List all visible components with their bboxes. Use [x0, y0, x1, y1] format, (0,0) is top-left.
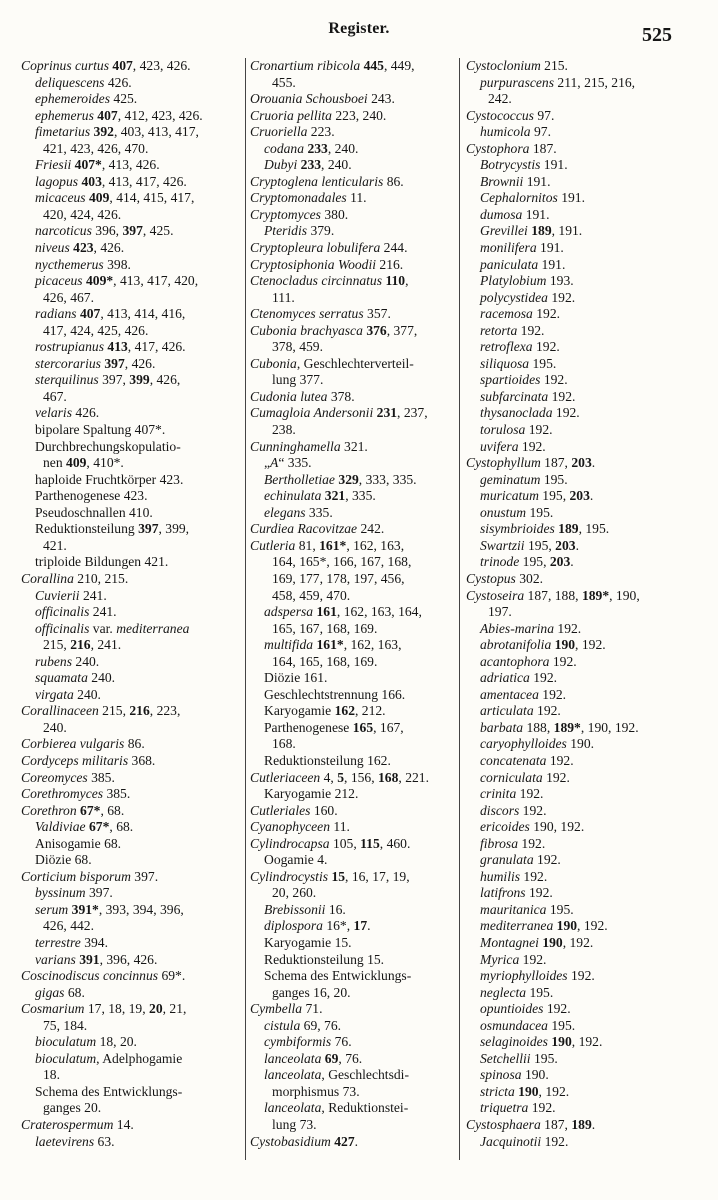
index-entry: Craterospermum 14.: [21, 1117, 134, 1132]
index-entry: codana 233, 240.: [264, 140, 359, 156]
index-entry: fibrosa 192.: [480, 835, 546, 851]
index-entry: corniculata 192.: [480, 769, 570, 785]
index-entry: geminatum 195.: [480, 471, 568, 487]
index-entry: adriatica 192.: [480, 670, 558, 686]
index-entry: narcoticus 396, 397, 425.: [35, 223, 174, 239]
index-entry: Corallinaceen 215, 216, 223,: [21, 703, 181, 719]
index-entry: racemosa 192.: [480, 306, 561, 322]
index-entry: 242.: [488, 91, 512, 107]
index-entry: 75, 184.: [43, 1017, 88, 1033]
index-entry: onustum 195.: [480, 504, 554, 520]
index-entry: Cryptoglena lenticularis 86.: [250, 173, 404, 189]
index-entry: barbata 188, 189*, 190, 192.: [480, 719, 639, 735]
index-entry: radians 407, 413, 414, 416,: [35, 306, 186, 322]
index-entry: thysanoclada 192.: [480, 405, 580, 421]
index-entry: uvifera 192.: [480, 438, 546, 454]
index-entry: paniculata 191.: [480, 256, 566, 272]
index-entry: Reduktionsteilung 15.: [264, 951, 385, 967]
index-entry: Friesii 407*, 413, 426.: [35, 157, 160, 173]
index-entry: Reduktionsteilung 397, 399,: [35, 521, 190, 537]
index-entry: discors 192.: [480, 802, 547, 818]
index-entry: Jacquinotii 192.: [480, 1133, 569, 1149]
index-entry: Karyogamie 15.: [264, 934, 352, 950]
index-entry: granulata 192.: [480, 852, 561, 868]
index-entry: siliquosa 195.: [480, 355, 557, 371]
index-entry: multifida 161*, 162, 163,: [264, 637, 402, 653]
index-entry: bioculatum, Adelphogamie: [35, 1050, 183, 1066]
index-entry: Coreomyces 385.: [21, 769, 115, 785]
index-entry: Cruoriella 223.: [250, 124, 335, 140]
index-entry: 417, 424, 425, 426.: [43, 322, 149, 338]
index-entry: Swartzii 195, 203.: [480, 537, 579, 553]
index-entry: byssinum 397.: [35, 885, 113, 901]
index-entry: Cystopus 302.: [466, 570, 544, 586]
index-entry: Cystobasidium 427.: [250, 1133, 359, 1149]
index-entry: Cubonia brachyasca 376, 377,: [250, 322, 418, 338]
index-entry: 240.: [43, 719, 67, 735]
index-entry: 197.: [488, 604, 512, 620]
index-entry: adspersa 161, 162, 163, 164,: [264, 604, 422, 620]
index-entry: Corallina 210, 215.: [21, 570, 129, 586]
index-entry: Bertholletiae 329, 333, 335.: [264, 471, 417, 487]
index-entry: rubens 240.: [35, 653, 100, 669]
index-entry: deliquescens 426.: [35, 74, 132, 90]
index-entry: Grevillei 189, 191.: [480, 223, 583, 239]
index-entry: Parthenogenese 165, 167,: [264, 719, 404, 735]
index-entry: dumosa 191.: [480, 206, 550, 222]
index-entry: Abies-marina 192.: [480, 620, 582, 636]
index-entry: ericoides 190, 192.: [480, 819, 585, 835]
index-entry: Cosmarium 17, 18, 19, 20, 21,: [21, 1001, 187, 1017]
index-entry: humilis 192.: [480, 868, 548, 884]
index-entry: 426, 467.: [43, 289, 94, 305]
index-entry: officinalis var. mediterranea: [35, 620, 190, 636]
index-entry: ephemeroides 425.: [35, 91, 138, 107]
index-entry: retroflexa 192.: [480, 339, 560, 355]
index-entry: Valdiviae 67*, 68.: [35, 819, 134, 835]
index-entry: Coscinodiscus concinnus 69*.: [21, 968, 186, 984]
index-entry: 455.: [272, 74, 296, 90]
index-entry: sterquilinus 397, 399, 426,: [35, 372, 181, 388]
index-entry: 238.: [272, 422, 296, 438]
index-entry: morphismus 73.: [272, 1083, 360, 1099]
index-entry: Pteridis 379.: [264, 223, 335, 239]
index-entry: Geschlechtstrennung 166.: [264, 686, 406, 702]
index-entry: velaris 426.: [35, 405, 100, 421]
index-entry: Cuvierii 241.: [35, 587, 107, 603]
index-entry: Cordyceps militaris 368.: [21, 752, 156, 768]
index-entry: 378, 459.: [272, 339, 323, 355]
index-entry: serum 391*, 393, 394, 396,: [35, 901, 184, 917]
index-entry: humicola 97.: [480, 124, 551, 140]
index-entry: Oogamie 4.: [264, 852, 328, 868]
index-entry: 421.: [43, 537, 67, 553]
index-entry: 458, 459, 470.: [272, 587, 351, 603]
index-entry: stricta 190, 192.: [480, 1083, 570, 1099]
index-entry: Cryptopleura lobulifera 244.: [250, 240, 408, 256]
index-entry: Ctenomyces serratus 357.: [250, 306, 391, 322]
index-entry: lagopus 403, 413, 417, 426.: [35, 173, 187, 189]
index-entry: Cystophyllum 187, 203.: [466, 455, 596, 471]
index-entry: Cystococcus 97.: [466, 107, 555, 123]
index-entry: Cunninghamella 321.: [250, 438, 368, 454]
index-entry: spartioides 192.: [480, 372, 568, 388]
index-column-1: [21, 58, 235, 1160]
index-entry: varians 391, 396, 426.: [35, 951, 158, 967]
index-entry: Cubonia, Geschlechterverteil-: [250, 355, 414, 371]
index-entry: Cystosphaera 187, 189.: [466, 1117, 596, 1132]
index-entry: terrestre 394.: [35, 934, 108, 950]
index-entry: 111.: [272, 289, 295, 305]
index-entry: Platylobium 193.: [480, 273, 574, 289]
index-entry: Pseudoschnallen 410.: [35, 504, 153, 520]
index-entry: 164, 165, 168, 169.: [272, 653, 378, 669]
page-header: [0, 20, 718, 46]
index-entry: lanceolata, Geschlechtsdi-: [264, 1067, 409, 1083]
index-entry: monilifera 191.: [480, 240, 564, 256]
index-entry: 421, 423, 426, 470.: [43, 140, 149, 156]
index-entry: Cutleriaceen 4, 5, 156, 168, 221.: [250, 769, 429, 785]
index-column-3: [459, 58, 682, 1160]
index-entry: Cyanophyceen 11.: [250, 819, 350, 835]
index-entry: 164, 165*, 166, 167, 168,: [272, 554, 412, 570]
index-column-2: [245, 58, 458, 1160]
index-entry: Cephalornitos 191.: [480, 190, 585, 206]
index-entry: ganges 20.: [43, 1100, 102, 1116]
index-entry: Cystoclonium 215.: [466, 58, 568, 73]
index-entry: elegans 335.: [264, 504, 333, 520]
index-entry: Cudonia lutea 378.: [250, 388, 355, 404]
index-entry: „A“ 335.: [264, 455, 312, 471]
index-entry: triquetra 192.: [480, 1100, 556, 1116]
index-entry: trinode 195, 203.: [480, 554, 574, 570]
index-entry: 20, 260.: [272, 885, 317, 901]
index-entry: Cutleriales 160.: [250, 802, 338, 818]
index-entry: lanceolata 69, 76.: [264, 1050, 363, 1066]
index-entry: Orouania Schousboei 243.: [250, 91, 395, 107]
index-entry: ephemerus 407, 412, 423, 426.: [35, 107, 203, 123]
index-entry: echinulata 321, 335.: [264, 488, 376, 504]
index-entry: torulosa 192.: [480, 422, 553, 438]
index-entry: niveus 423, 426.: [35, 240, 125, 256]
index-entry: bipolare Spaltung 407*.: [35, 422, 166, 438]
index-entry: muricatum 195, 203.: [480, 488, 594, 504]
index-entry: 420, 424, 426.: [43, 206, 122, 222]
index-entry: subfarcinata 192.: [480, 388, 576, 404]
index-entry: triploide Bildungen 421.: [35, 554, 169, 570]
index-entry: myriophylloides 192.: [480, 968, 595, 984]
index-entry: Coprinus curtus 407, 423, 426.: [21, 58, 191, 73]
index-entry: micaceus 409, 414, 415, 417,: [35, 190, 195, 206]
index-entry: Corticium bisporum 397.: [21, 868, 159, 884]
index-entry: Schema des Entwicklungs-: [35, 1083, 183, 1099]
index-entry: 467.: [43, 388, 67, 404]
index-entry: latifrons 192.: [480, 885, 553, 901]
index-entry: Cystophora 187.: [466, 140, 557, 156]
index-entry: Schema des Entwicklungs-: [264, 968, 412, 984]
index-entry: crinita 192.: [480, 786, 544, 802]
index-entry: 168.: [272, 736, 296, 752]
index-entry: Cystoseira 187, 188, 189*, 190,: [466, 587, 640, 603]
index-entry: Karyogamie 162, 212.: [264, 703, 386, 719]
index-entry: osmundacea 195.: [480, 1017, 576, 1033]
index-entry: 165, 167, 168, 169.: [272, 620, 378, 636]
index-entry: Cryptosiphonia Woodii 216.: [250, 256, 404, 272]
index-entry: Brebissonii 16.: [264, 901, 346, 917]
index-entry: diplospora 16*, 17.: [264, 918, 371, 934]
index-entry: Cryptomyces 380.: [250, 206, 349, 222]
index-entry: Curdiea Racovitzae 242.: [250, 521, 385, 537]
page-number: 525: [642, 24, 672, 46]
index-entry: Cutleria 81, 161*, 162, 163,: [250, 537, 405, 553]
index-entry: lanceolata, Reduktionstei-: [264, 1100, 409, 1116]
index-entry: lung 73.: [272, 1117, 317, 1132]
index-entry: rostrupianus 413, 417, 426.: [35, 339, 186, 355]
index-entry: Parthenogenese 423.: [35, 488, 148, 504]
index-entry: gigas 68.: [35, 984, 85, 1000]
index-entry: squamata 240.: [35, 670, 116, 686]
running-title: Register.: [328, 20, 390, 37]
index-entry: Corethromyces 385.: [21, 786, 131, 802]
index-entry: picaceus 409*, 413, 417, 420,: [35, 273, 199, 289]
index-entry: opuntioides 192.: [480, 1001, 571, 1017]
index-entry: Cronartium ribicola 445, 449,: [250, 58, 415, 73]
index-entry: concatenata 192.: [480, 752, 574, 768]
index-entry: nycthemerus 398.: [35, 256, 131, 272]
index-entry: articulata 192.: [480, 703, 561, 719]
index-entry: cistula 69, 76.: [264, 1017, 342, 1033]
index-entry: caryophylloides 190.: [480, 736, 595, 752]
index-entry: stercorarius 397, 426.: [35, 355, 156, 371]
index-entry: Diözie 161.: [264, 670, 328, 686]
index-entry: Cruoria pellita 223, 240.: [250, 107, 387, 123]
index-entry: selaginoides 190, 192.: [480, 1034, 603, 1050]
index-entry: Corbierea vulgaris 86.: [21, 736, 145, 752]
index-entry: Corethron 67*, 68.: [21, 802, 125, 818]
index-entry: Myrica 192.: [480, 951, 547, 967]
index-entry: officinalis 241.: [35, 604, 117, 620]
index-entry: 215, 216, 241.: [43, 637, 122, 653]
index-entry: nen 409, 410*.: [43, 455, 124, 471]
index-entry: laetevirens 63.: [35, 1133, 115, 1149]
index-entry: abrotanifolia 190, 192.: [480, 637, 606, 653]
index-entry: polycystidea 192.: [480, 289, 576, 305]
index-entry: amentacea 192.: [480, 686, 567, 702]
index-entry: cymbiformis 76.: [264, 1034, 352, 1050]
index-entry: Ctenocladus circinnatus 110,: [250, 273, 409, 289]
index-entry: bioculatum 18, 20.: [35, 1034, 137, 1050]
index-entry: mediterranea 190, 192.: [480, 918, 608, 934]
index-entry: Karyogamie 212.: [264, 786, 359, 802]
index-entry: lung 377.: [272, 372, 324, 388]
index-entry: Botrycystis 191.: [480, 157, 568, 173]
index-entry: haploide Fruchtkörper 423.: [35, 471, 184, 487]
index-entry: retorta 192.: [480, 322, 545, 338]
index-entry: spinosa 190.: [480, 1067, 549, 1083]
index-entry: Cylindrocapsa 105, 115, 460.: [250, 835, 411, 851]
index-entry: Diözie 68.: [35, 852, 92, 868]
index-entry: Anisogamie 68.: [35, 835, 122, 851]
index-entry: Setchellii 195.: [480, 1050, 558, 1066]
index-entry: 18.: [43, 1067, 60, 1083]
index-entry: 426, 442.: [43, 918, 94, 934]
index-entry: mauritanica 195.: [480, 901, 574, 917]
index-entry: Durchbrechungskopulatio-: [35, 438, 181, 454]
index-entry: acantophora 192.: [480, 653, 577, 669]
index-entry: Cymbella 71.: [250, 1001, 323, 1017]
index-entry: Montagnei 190, 192.: [480, 934, 594, 950]
index-entry: fimetarius 392, 403, 413, 417,: [35, 124, 199, 140]
index-entry: Cryptomonadales 11.: [250, 190, 367, 206]
index-entry: virgata 240.: [35, 686, 101, 702]
index-entry: Cumagloia Andersonii 231, 237,: [250, 405, 428, 421]
index-entry: ganges 16, 20.: [272, 984, 351, 1000]
index-entry: 169, 177, 178, 197, 456,: [272, 570, 405, 586]
index-entry: Dubyi 233, 240.: [264, 157, 352, 173]
index-entry: purpurascens 211, 215, 216,: [480, 74, 636, 90]
index-entry: Cylindrocystis 15, 16, 17, 19,: [250, 868, 410, 884]
index-entry: sisymbrioides 189, 195.: [480, 521, 610, 537]
index-entry: neglecta 195.: [480, 984, 554, 1000]
index-entry: Brownii 191.: [480, 173, 551, 189]
index-entry: Reduktionsteilung 162.: [264, 752, 391, 768]
